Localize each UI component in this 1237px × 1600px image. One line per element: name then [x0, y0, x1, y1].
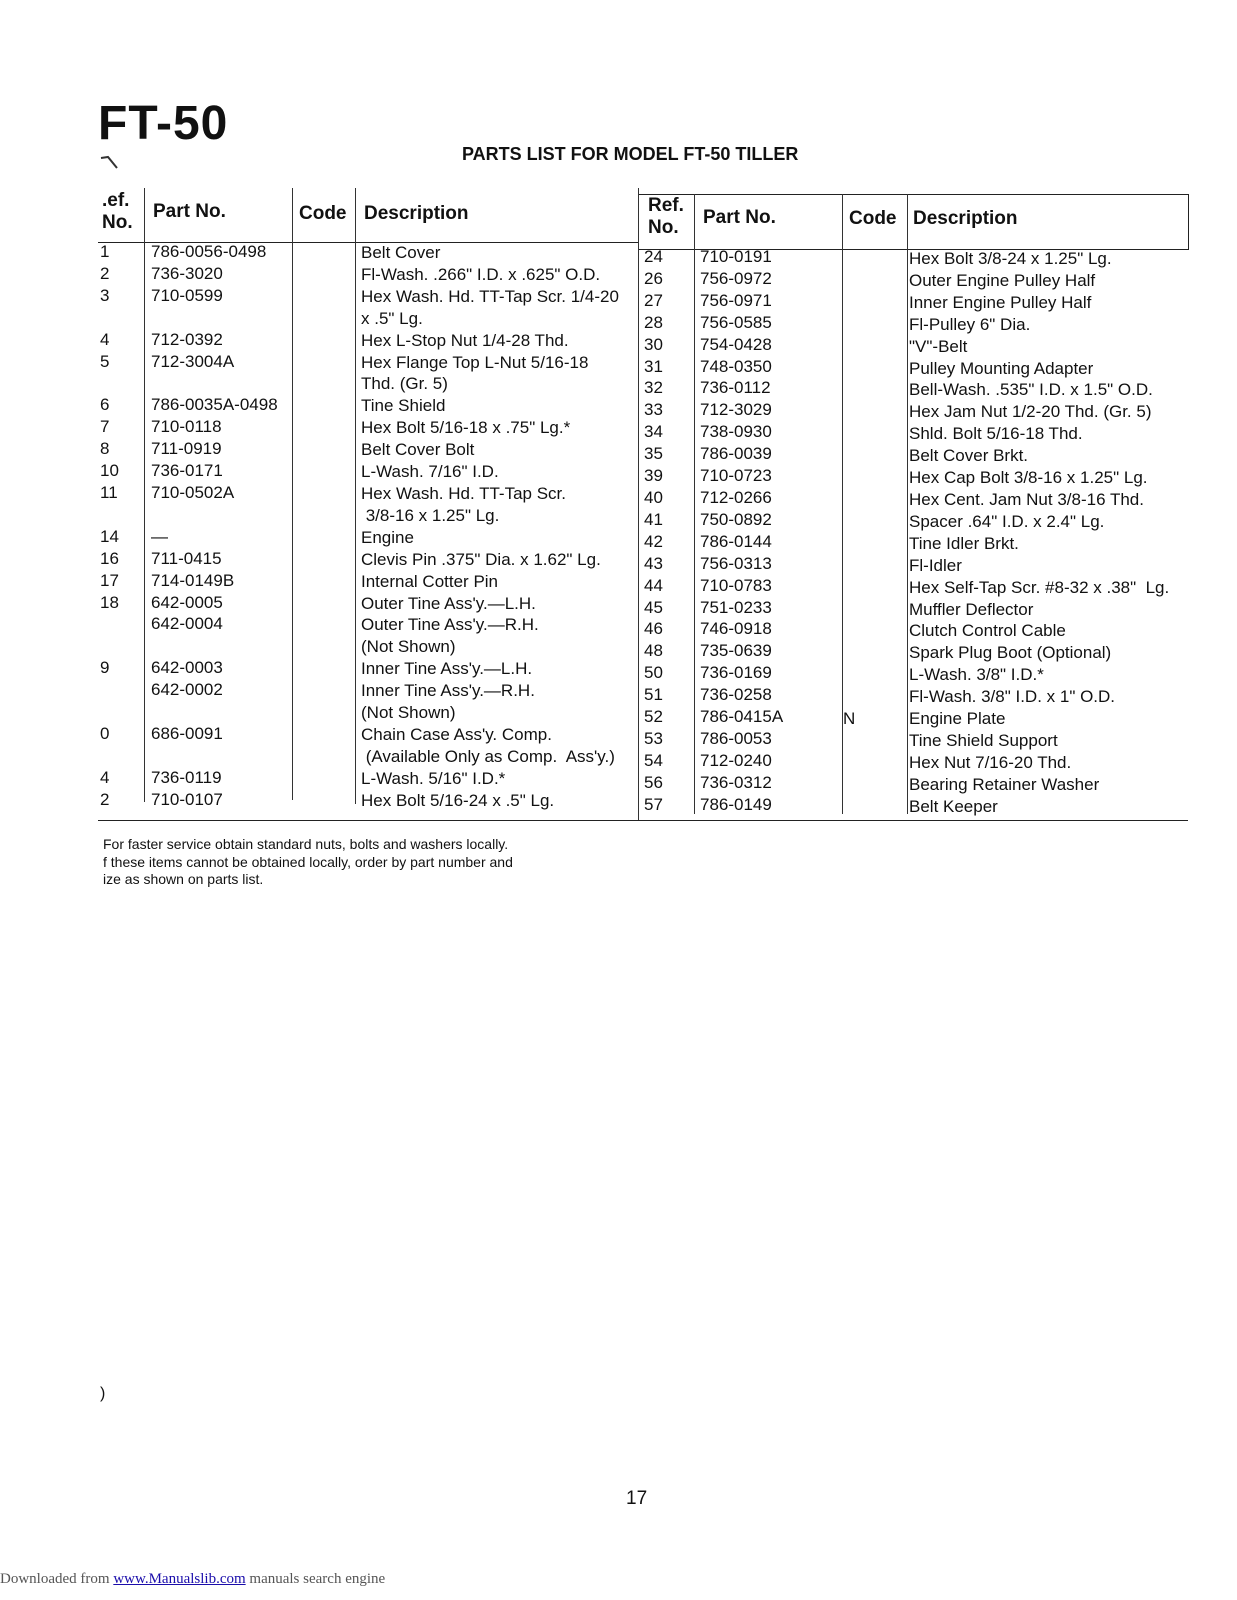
col-rule — [638, 188, 639, 820]
col-rule — [292, 188, 293, 800]
manualslib-link[interactable]: www.Manualslib.com — [113, 1571, 246, 1587]
margin-mark: ) — [100, 1385, 106, 1402]
service-footnote: For faster service obtain standard nuts, bolts and washers locally. f these items cannot be obtained locally, order by part number and ize as shown on parts list. — [103, 836, 513, 887]
col-rule — [694, 194, 695, 814]
header-description: Description — [364, 203, 469, 224]
header-description: Description — [913, 208, 1018, 229]
ref-no-column: 1 2 3 4 5 6 7 8 10 11 14 16 17 18 9 0 4 2 — [100, 242, 119, 809]
parts-table — [98, 188, 1188, 821]
header-part-no: Part No. — [153, 201, 226, 222]
description-column: Belt Cover Fl-Wash. .266" I.D. x .625" O.D. Hex Wash. Hd. TT-Tap Scr. 1/4-20 x .5" Lg. Hex L-Stop Nut 1/4-28 Thd. Hex Flange Top L-Nut 5/16-18 Thd. (Gr. 5) Tine Shield Hex Bolt 5/16-18 x .75" Lg.* Belt Cover Bolt L-Wash. 7/16" I.D. Hex Wash. Hd. TT-Tap Scr. 3/8-16 x 1.25" Lg. Engine Clevis Pin .375" Dia. x 1.62" Lg. Internal Cotter Pin Outer Tine Ass'y.—L.H. Outer Tine Ass'y.—R.H. (Not Shown) Inner Tine Ass'y.—L.H. Inner Tine Ass'y.—R.H. (Not Shown) Chain Case Ass'y. Comp. (Available Only as Comp. Ass'y.) L-Wash. 5/16" I.D.* Hex Bolt 5/16-24 x .5" Lg. — [361, 243, 619, 810]
col-rule — [144, 188, 145, 802]
code-column: N — [843, 709, 856, 729]
col-rule — [355, 188, 356, 804]
header-code: Code — [849, 208, 897, 229]
col-rule — [907, 194, 908, 814]
header-ref-no: .ef. No. — [102, 190, 133, 233]
model-title: FT-50 — [98, 97, 229, 150]
header-code: Code — [299, 203, 347, 224]
description-column: Hex Bolt 3/8-24 x 1.25" Lg. Outer Engine Pulley Half Inner Engine Pulley Half Fl-Pulley 6" Dia. "V"-Belt Pulley Mounting Adapter Bell-Wash. .535" I.D. x 1.5" O.D. Hex Jam Nut 1/2-20 Thd. (Gr. 5) Shld. Bolt 5/16-18 Thd. Belt Cover Brkt. Hex Cap Bolt 3/8-16 x 1.25" Lg. Hex Cent. Jam Nut 3/8-16 Thd. Spacer .64" I.D. x 2.4" Lg. Tine Idler Brkt. Fl-Idler Hex Self-Tap Scr. #8-32 x .38" Lg. Muffler Deflector Clutch Control Cable Spark Plug Boot (Optional) L-Wash. 3/8" I.D.* Fl-Wash. 3/8" I.D. x 1" O.D. Engine Plate Tine Shield Support Hex Nut 7/16-20 Thd. Bearing Retainer Washer Belt Keeper — [909, 249, 1170, 816]
download-footer — [0, 1571, 385, 1588]
page-number: 17 — [626, 1488, 648, 1509]
part-no-column: 786-0056-0498 736-3020 710-0599 712-0392 712-3004A 786-0035A-0498 710-0118 711-0919 736-0171 710-0502A — 711-0415 714-0149B 642-0005 642-0004 642-0003 642-0002 686-0091 736-0119 710-0107 — [151, 242, 278, 809]
scan-mark — [100, 155, 120, 171]
part-no-column: 710-0191 756-0972 756-0971 756-0585 754-0428 748-0350 736-0112 712-3029 738-0930 786-0039 710-0723 712-0266 750-0892 786-0144 756-0313 710-0783 751-0233 746-0918 735-0639 736-0169 736-0258 786-0415A 786-0053 712-0240 736-0312 786-0149 — [700, 247, 784, 814]
header-ref-no: Ref. No. — [648, 195, 684, 238]
footer-suffix: manuals search engine — [245, 1571, 386, 1587]
footer-prefix: Downloaded from — [0, 1571, 114, 1587]
header-part-no: Part No. — [703, 207, 776, 228]
ref-no-column: 24 26 27 28 30 31 32 33 34 35 39 40 41 42 43 44 45 46 48 50 51 52 53 54 56 57 — [644, 247, 663, 814]
parts-list-title: PARTS LIST FOR MODEL FT-50 TILLER — [462, 144, 799, 164]
